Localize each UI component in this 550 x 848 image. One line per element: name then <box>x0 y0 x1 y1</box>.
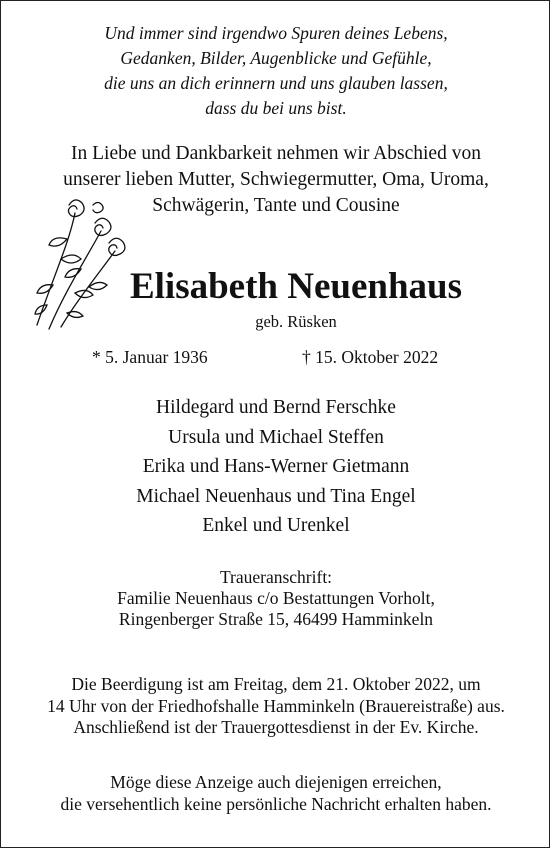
intro-line: Schwägerin, Tante und Cousine <box>152 195 400 216</box>
closing-line: Möge diese Anzeige auch diejenigen erreichen, <box>110 772 442 792</box>
funeral-line: Die Beerdigung ist am Freitag, dem 21. Oktober 2022, um <box>71 674 481 694</box>
birth-date: * 5. Januar 1936 <box>92 347 208 367</box>
closing-line: die versehentlich keine persönliche Nachricht erhalten haben. <box>60 793 492 814</box>
poem-line: dass du bei uns bist. <box>205 98 347 118</box>
death-date: † 15. Oktober 2022 <box>302 347 439 367</box>
mourner-entry: Enkel und Urenkel <box>202 515 350 536</box>
memorial-poem <box>1 21 550 121</box>
maiden-name: geb. Rüsken <box>255 312 337 331</box>
poem-line: Gedanken, Bilder, Augenblicke und Gefühle, <box>120 48 432 68</box>
mourner-entry: Michael Neuenhaus und Tina Engel <box>136 485 416 507</box>
address-line: Familie Neuenhaus c/o Bestattungen Vorholt, <box>117 588 435 608</box>
intro-line: In Liebe und Dankbarkeit nehmen wir Abschied von <box>71 143 481 164</box>
intro-line: unserer lieben Mutter, Schwiegermutter, Oma, Uroma, <box>63 169 489 190</box>
mourner-entry: Erika und Hans-Werner Gietmann <box>142 456 410 477</box>
poem-line: die uns an dich erinnern und uns glauben lassen, <box>104 73 448 93</box>
mourner-entry: Hildegard und Bernd Ferschke <box>156 397 396 418</box>
mourners-list <box>1 393 550 541</box>
funeral-line: 14 Uhr von der Friedhofshalle Hamminkeln (Brauereistraße) aus. <box>47 695 505 716</box>
poem-line: Und immer sind irgendwo Spuren deines Lebens, <box>104 23 448 43</box>
closing-note <box>1 772 550 815</box>
address-label: Traueranschrift: <box>219 567 333 587</box>
mourner-entry: Ursula und Michael Steffen <box>168 426 384 448</box>
funeral-details <box>1 674 550 739</box>
funeral-line: Anschließend ist der Trauergottesdienst in der Ev. Kirche. <box>73 717 479 737</box>
condolence-address <box>1 567 550 630</box>
address-line: Ringenberger Straße 15, 46499 Hamminkeln <box>118 609 434 629</box>
deceased-name: Elisabeth Neuenhaus <box>129 266 463 307</box>
